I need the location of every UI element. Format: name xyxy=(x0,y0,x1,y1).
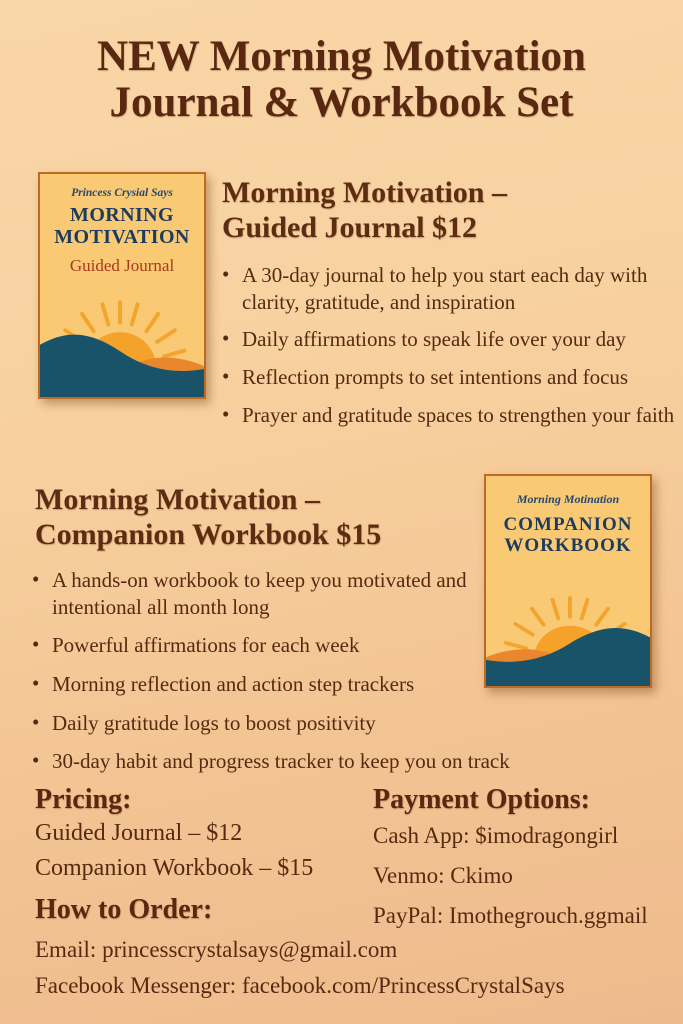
workbook-bullet: • A hands-on workbook to keep you motivated and intentional all month long xyxy=(30,567,472,620)
journal-bullet: • A 30-day journal to help you start each day with clarity, gratitude, and inspiration xyxy=(220,262,682,315)
pricing-workbook-line: Companion Workbook – $15 xyxy=(35,854,314,881)
page-title-line2: Journal & Workbook Set xyxy=(109,79,574,127)
payment-cashapp-line: Cash App: $imodragongirl xyxy=(373,823,619,848)
workbook-cover-brand: Morning Motination xyxy=(516,492,620,506)
payment-heading: Payment Options: xyxy=(373,784,590,815)
workbook-bullet-list xyxy=(30,567,666,787)
workbook-bullet: • Powerful affirmations for each week xyxy=(30,632,666,659)
payment-venmo-line: Venmo: Ckimo xyxy=(373,863,513,889)
order-email-line: Email: princesscrystalsays@gmail.com xyxy=(35,937,398,962)
pricing-journal-line: Guided Journal – $12 xyxy=(35,820,243,846)
guided-journal-cover xyxy=(38,172,206,399)
journal-bullet: • Reflection prompts to set intentions and focus xyxy=(220,364,682,391)
sunrise-art xyxy=(40,281,204,397)
workbook-bullet: • Morning reflection and action step trackers xyxy=(30,671,666,698)
workbook-heading: Morning Motivation – Companion Workbook $15 xyxy=(35,483,382,551)
workbook-bullet: • Daily gratitude logs to boost positivity xyxy=(30,710,666,737)
journal-bullet: • Prayer and gratitude spaces to strengthen your faith xyxy=(220,402,682,429)
journal-cover-title: MORNING MOTIVATION xyxy=(54,204,190,249)
order-facebook-line: Facebook Messenger: facebook.com/PrincessCrystalSays xyxy=(35,972,565,998)
how-to-order-section xyxy=(35,894,675,1004)
pricing-section xyxy=(35,784,365,886)
payment-paypal-line: PayPal: Imothegrouch.ggmail xyxy=(373,903,648,929)
journal-heading: Morning Motivation – Guided Journal $12 xyxy=(222,176,507,244)
journal-bullet-list xyxy=(220,262,682,439)
page-title-line1: NEW Morning Motivation xyxy=(97,33,586,80)
journal-bullet: • Daily affirmations to speak life over your day xyxy=(220,326,682,353)
order-heading: How to Order: xyxy=(35,894,213,925)
workbook-bullet: • 30-day habit and progress tracker to keep you on track xyxy=(30,748,666,775)
journal-cover-brand: Princess Crysial Says xyxy=(71,187,173,199)
page-title xyxy=(0,34,683,127)
workbook-cover-title: COMPANION WORKBOOK xyxy=(503,514,633,557)
journal-cover-subtitle: Guided Journal xyxy=(69,255,175,275)
pricing-heading: Pricing: xyxy=(35,784,132,815)
